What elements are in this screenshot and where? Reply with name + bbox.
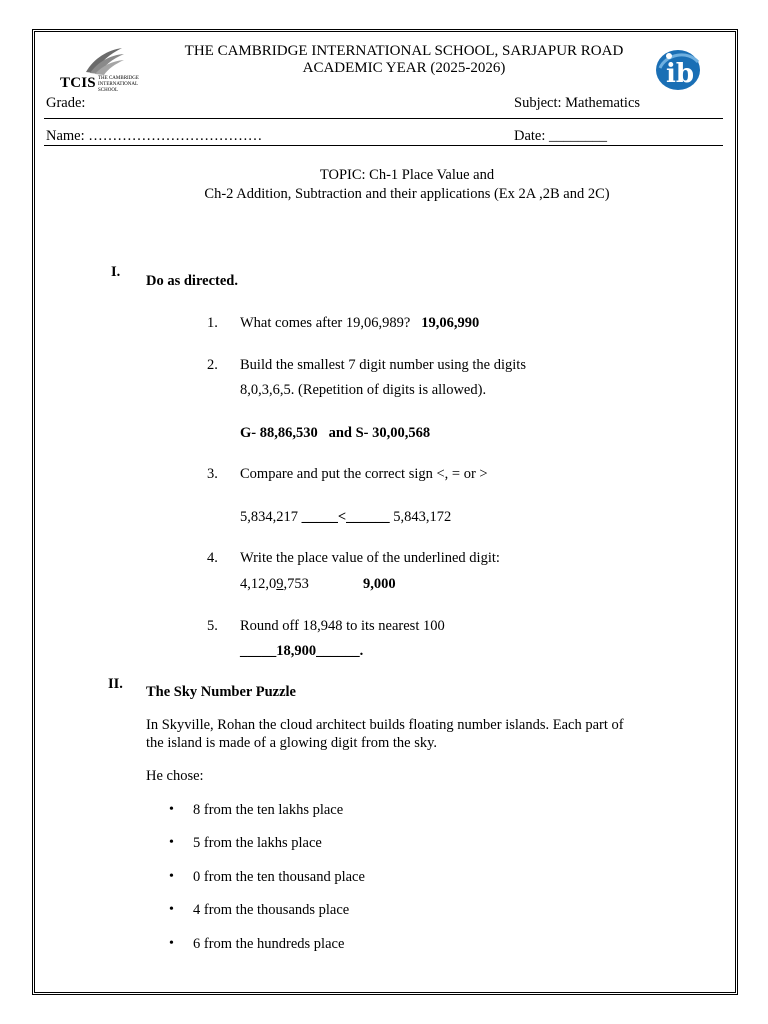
- header-rule-1: [44, 118, 723, 119]
- section-2-paragraph-line-2: the island is made of a glowing digit from the sky.: [146, 735, 438, 751]
- section-2-numeral: II.: [108, 676, 123, 692]
- question-3-sign: <: [337, 509, 347, 525]
- tcis-logo-text: TCIS: [60, 75, 96, 91]
- section-2-paragraph-line-1: In Skyville, Rohan the cloud architect builds floating number islands. Each part of: [146, 717, 624, 733]
- question-5-blank-before: _____: [240, 643, 277, 659]
- question-4-number: 4.: [207, 550, 218, 566]
- question-1-text: What comes after 19,06,989?: [240, 315, 411, 331]
- section-2-chose-label: He chose:: [146, 768, 204, 784]
- section-1-numeral: I.: [111, 264, 121, 280]
- school-name: THE CAMBRIDGE INTERNATIONAL SCHOOL, SARJAPUR ROAD: [184, 43, 624, 59]
- list-item: 6 from the hundreds place: [193, 936, 345, 952]
- question-5-blank-after: ______.: [316, 643, 364, 659]
- grade-label: Grade:: [46, 95, 86, 111]
- bullet-dot-icon: •: [169, 835, 174, 850]
- question-1-answer: 19,06,990: [421, 315, 480, 331]
- list-item: 8 from the ten lakhs place: [193, 802, 344, 818]
- subject-label: Subject: Mathematics: [514, 95, 641, 111]
- question-3-number: 3.: [207, 466, 218, 482]
- topic-line-2: Ch-2 Addition, Subtraction and their applications (Ex 2A ,2B and 2C): [204, 186, 610, 202]
- question-5-answer-line: [240, 643, 363, 660]
- question-2-line-1: Build the smallest 7 digit number using the digits: [240, 357, 526, 373]
- svg-text:ib: ib: [666, 59, 695, 89]
- tcis-logo-subtext: THE CAMBRIDGE INTERNATIONAL SCHOOL: [98, 76, 139, 93]
- question-2-answer: G- 88,86,530 and S- 30,00,568: [240, 425, 431, 441]
- list-item: 5 from the lakhs place: [193, 835, 322, 851]
- question-4-number-before: 4,12,0: [240, 576, 277, 592]
- question-4-number-value: [240, 576, 309, 593]
- question-4-underlined-digit: 9: [276, 576, 284, 592]
- question-4-text: Write the place value of the underlined digit:: [240, 550, 500, 566]
- bullet-dot-icon: •: [169, 936, 174, 951]
- question-4-number-after: ,753: [283, 576, 309, 592]
- question-5-answer: 18,900: [276, 643, 317, 659]
- section-1-heading: Do as directed.: [146, 273, 238, 289]
- question-3-comparison: [240, 509, 451, 526]
- question-4-answer: 9,000: [363, 576, 396, 592]
- question-3-text: Compare and put the correct sign <, = or >: [240, 466, 488, 482]
- question-1: [240, 315, 479, 332]
- header-rule-2: [44, 145, 723, 146]
- question-3-left-value: 5,834,217: [240, 509, 298, 525]
- question-1-number: 1.: [207, 315, 218, 331]
- name-field: Name: ………………………………: [46, 128, 263, 144]
- date-field: Date: ________: [514, 128, 608, 144]
- question-5-text: Round off 18,948 to its nearest 100: [240, 618, 445, 634]
- question-3-blank-after: ______: [346, 509, 390, 525]
- topic-line-1: TOPIC: Ch-1 Place Value and: [319, 167, 495, 183]
- academic-year: ACADEMIC YEAR (2025-2026): [302, 60, 506, 76]
- bullet-dot-icon: •: [169, 802, 174, 817]
- list-item: 0 from the ten thousand place: [193, 869, 365, 885]
- question-3-right-value: 5,843,172: [393, 509, 452, 525]
- question-2-number: 2.: [207, 357, 218, 373]
- question-3-blank-before: _____: [301, 509, 338, 525]
- list-item: 4 from the thousands place: [193, 902, 350, 918]
- question-5-number: 5.: [207, 618, 218, 634]
- section-2-heading: The Sky Number Puzzle: [146, 684, 296, 700]
- bullet-dot-icon: •: [169, 902, 174, 917]
- question-2-line-2: 8,0,3,6,5. (Repetition of digits is allowed).: [240, 382, 487, 398]
- bullet-dot-icon: •: [169, 869, 174, 884]
